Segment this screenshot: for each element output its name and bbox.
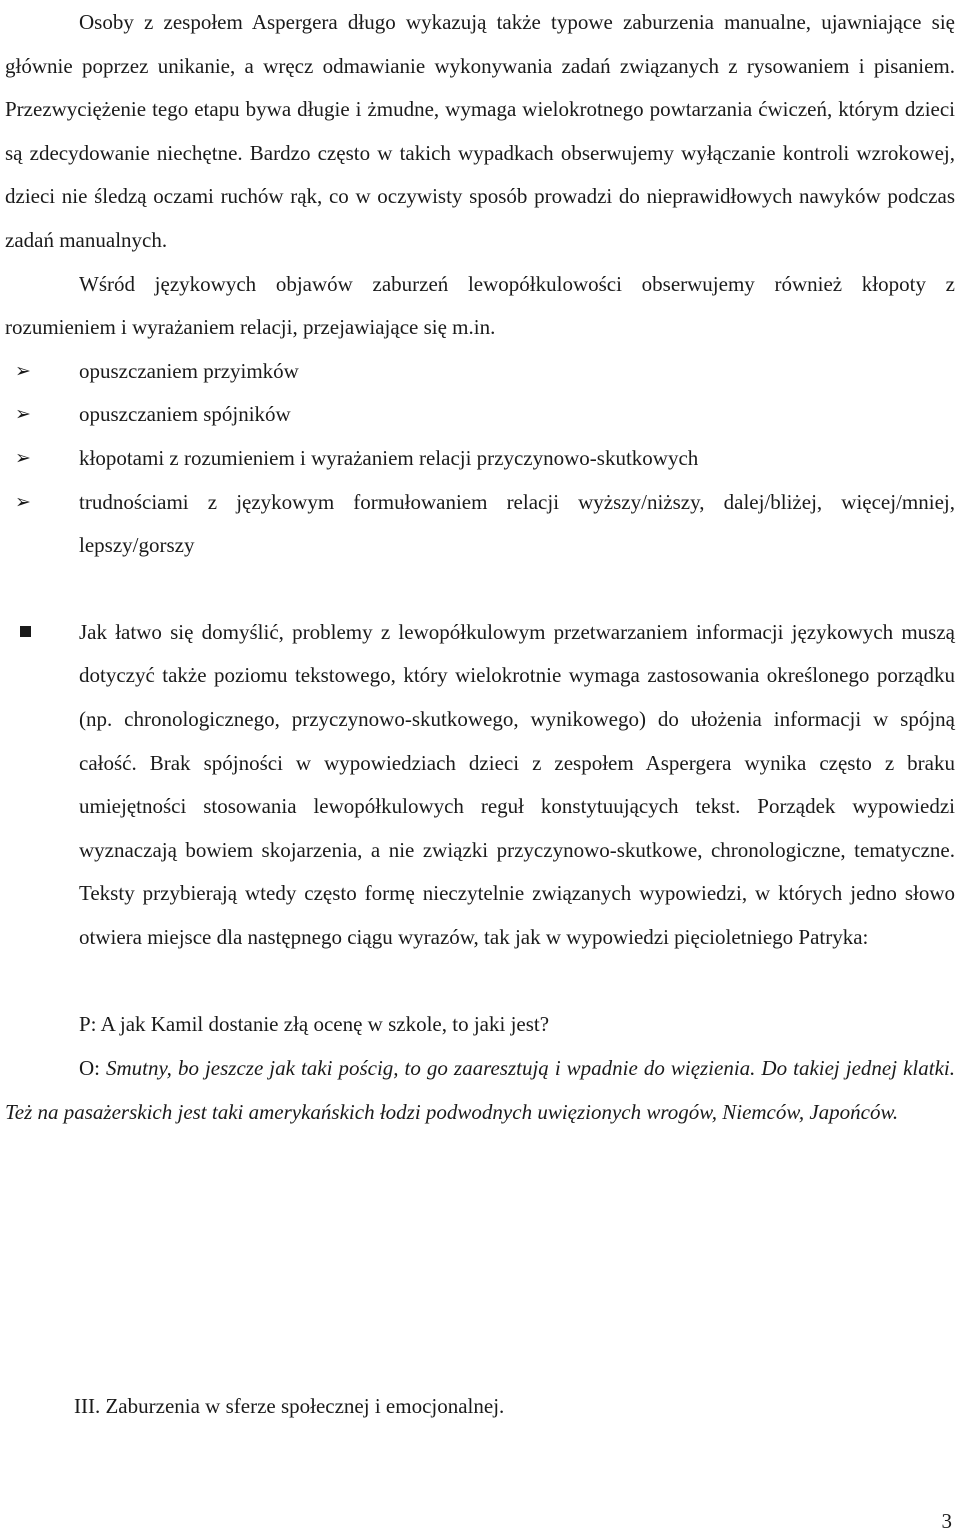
symptom-list (5, 350, 955, 568)
dialogue-question (5, 1003, 955, 1047)
paragraph-manual-disorders: Osoby z zespołem Aspergera długo wykazują także typowe zaburzenia manualne, ujawniające się głównie poprzez unikanie, a wręcz odmawianie wykonywania zadań związanych z rysowaniem i pisaniem. Przezwyciężenie tego etapu bywa długie i żmudne, wymaga wielokrotnego powtarzania ćwiczeń, którym dzieci są zdecydowanie niechętne. Bardzo często w takich wypadkach obserwujemy wyłączanie kontroli wzrokowej, dzieci nie śledzą oczami ruchów rąk, co w oczywisty sposób prowadzi do nieprawidłowych nawyków podczas zadań manualnych. (5, 10, 955, 252)
list-item-text: trudnościami z językowym formułowaniem relacji wyższy/niższy, dalej/bliżej, więcej/mniej, lepszy/gorszy (79, 489, 955, 558)
paragraph-text-level: Jak łatwo się domyślić, problemy z lewopółkulowym przetwarzaniem informacji językowych muszą dotyczyć także poziomu tekstowego, który wielokrotnie wymaga zastosowania określonego porządku (np. chronologicznego, przyczynowo-skutkowego, wynikowego) do ułożenia informacji w spójną całość. Brak spójności w wypowiedziach dzieci z zespołem Aspergera wynika często z braku umiejętności stosowania lewopółkulowych reguł konstytuujących tekst. Porządek wypowiedzi wyznaczają bowiem skojarzenia, a nie związki przyczynowo-skutkowe, chronologiczne, tematyczne. Teksty przybierają wtedy często formę nieczytelnie związanych wypowiedzi, w których jedno słowo otwiera miejsce dla następnego ciągu wyrazów, tak jak w wypowiedzi pięcioletniego Patryka: (79, 619, 955, 949)
square-bullet-icon (20, 626, 31, 637)
dialogue-example (5, 1003, 955, 1134)
list-item (5, 350, 955, 394)
arrow-bullet-icon: ➢ (15, 446, 31, 469)
document-page (5, 0, 955, 1134)
list-item-text: kłopotami z rozumieniem i wyrażaniem relacji przyczynowo-skutkowych (79, 445, 699, 470)
question-label: P: (79, 1012, 97, 1037)
list-item (5, 437, 955, 481)
list-item-text: opuszczaniem przyimków (79, 358, 299, 383)
list-item-text: opuszczaniem spójników (79, 402, 291, 427)
section-heading: III. Zaburzenia w sferze społecznej i emocjonalnej. (74, 1394, 505, 1418)
arrow-bullet-icon: ➢ (15, 359, 31, 382)
arrow-bullet-icon: ➢ (15, 403, 31, 426)
list-item (5, 481, 955, 568)
square-bullet-block (5, 611, 955, 960)
question-text: A jak Kamil dostanie złą ocenę w szkole, to jaki jest? (100, 1012, 550, 1037)
page-number: 3 (941, 1509, 952, 1533)
paragraph-language-symptoms: Wśród językowych objawów zaburzeń lewopółkulowości obserwujemy również kłopoty z rozumieniem i wyrażaniem relacji, przejawiające się m.in. (5, 271, 955, 340)
answer-text: Smutny, bo jeszcze jak taki pościg, to go zaaresztują i wpadnie do więzienia. Do takiej jednej klatki. Też na pasażerskich jest taki amerykańskich łodzi podwodnych uwięzionych wrogów, Niemców, Japońców. (5, 1056, 955, 1124)
answer-label: O: (79, 1056, 100, 1081)
arrow-bullet-icon: ➢ (15, 490, 31, 513)
list-item (5, 393, 955, 437)
dialogue-answer (5, 1047, 955, 1134)
